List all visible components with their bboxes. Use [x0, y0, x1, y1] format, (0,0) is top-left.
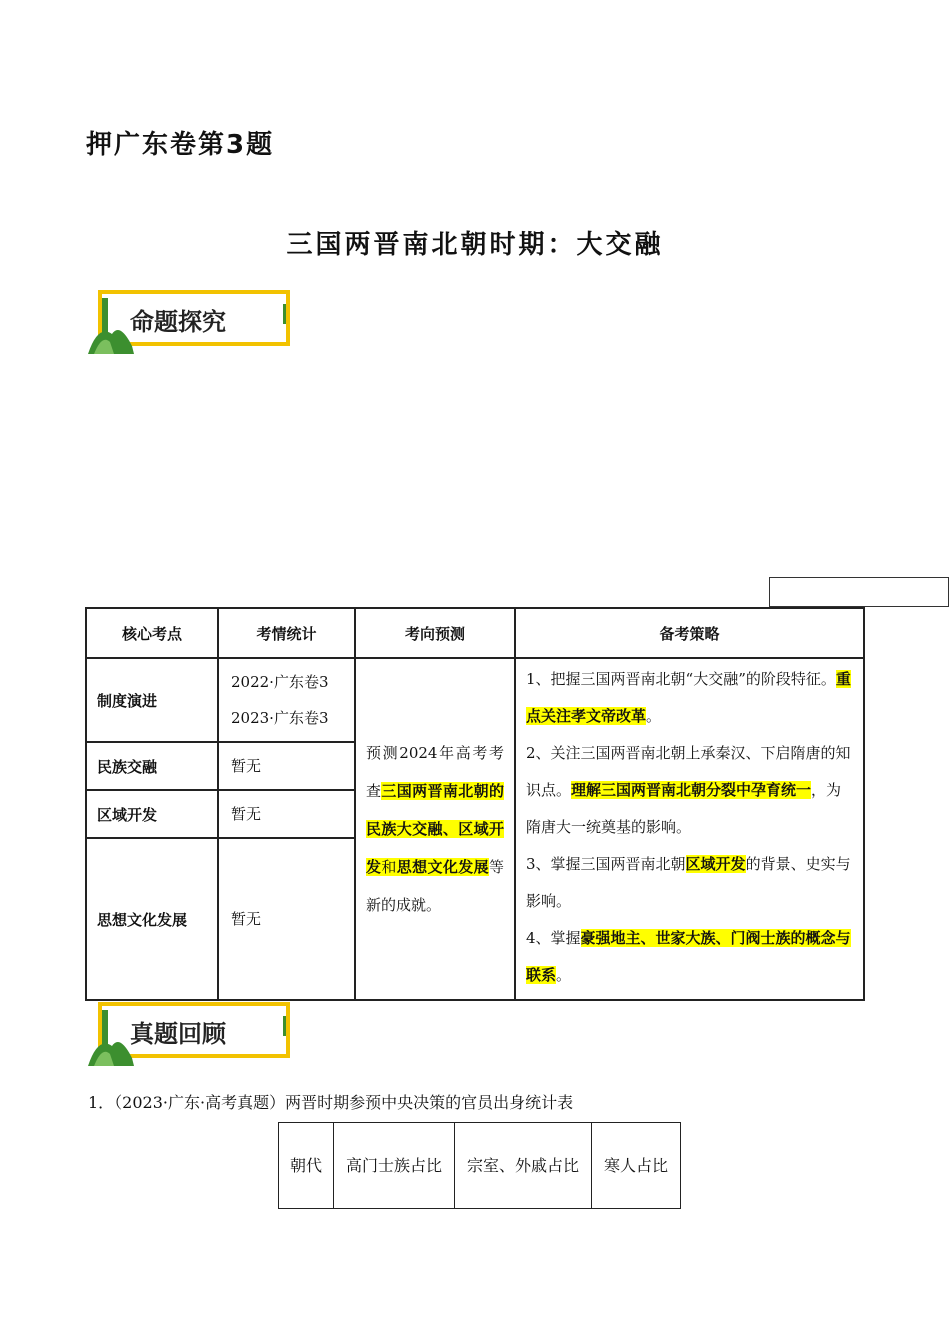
header-stat: 考情统计: [218, 608, 355, 658]
topic-cell: 民族交融: [86, 742, 218, 790]
chapter-title: 三国两晋南北朝时期：大交融: [286, 230, 664, 260]
question-stem: 1．（2023·广东·高考真题）两晋时期参预中央决策的官员出身统计表: [88, 1093, 574, 1112]
prediction-highlight: 区域开发: [366, 820, 504, 876]
page-title: 押广东卷第3题: [86, 130, 275, 160]
question-header: 朝代: [279, 1123, 334, 1209]
section-badge-label: 命题探究: [130, 308, 226, 336]
strategy-text: 2、关注三国两晋南北朝上承秦汉、下启隋唐的知识点。: [526, 744, 851, 799]
question-header: 寒人占比: [592, 1123, 681, 1209]
topic-cell: 制度演进: [86, 658, 218, 742]
strategy-highlight: 豪强地主、世家大族、门阀士族的概念与联系: [526, 929, 851, 984]
blank-box: [769, 577, 949, 607]
strategy-text: 。: [646, 707, 662, 725]
stat-cell: [218, 658, 355, 742]
prediction-text: 和: [381, 858, 397, 876]
strategy-text: 3、掌握三国两晋南北朝: [526, 855, 686, 873]
header-topic: 核心考点: [86, 608, 218, 658]
stat-line: 2023·广东卷3: [231, 709, 329, 727]
topic-cell: 区域开发: [86, 790, 218, 838]
section-badge-review: [88, 1002, 298, 1070]
strategy-item: [526, 735, 853, 846]
strategy-item: [526, 920, 853, 994]
stat-cell: 暂无: [218, 742, 355, 790]
stat-line: 2022·广东卷3: [231, 673, 329, 691]
strategy-item: [526, 661, 853, 735]
prediction-text: 等新的成就。: [366, 858, 504, 914]
stat-cell: 暂无: [218, 790, 355, 838]
header-prediction: 考向预测: [355, 608, 515, 658]
prediction-text: 预测2024年高考考查: [366, 744, 504, 800]
strategy-text: ，为隋唐大一统奠基的影响。: [526, 781, 842, 836]
section-badge-explore: [88, 290, 298, 358]
strategy-item: [526, 846, 853, 920]
question-header: 宗室、外戚占比: [455, 1123, 592, 1209]
strategy-cell: [515, 658, 864, 1000]
prediction-text: 、: [442, 820, 459, 838]
strategy-highlight: 理解三国两晋南北朝分裂中孕育统一: [571, 781, 812, 799]
question-header: 高门士族占比: [334, 1123, 455, 1209]
strategy-text: 4、掌握: [526, 929, 581, 947]
question-table: [278, 1122, 681, 1209]
prediction-highlight: 三国两晋南北朝的民族大交融: [366, 782, 504, 838]
mountain-icon: [88, 320, 138, 356]
strategy-text: 1、把握三国两晋南北朝“大交融”的阶段特征。: [526, 670, 836, 688]
exam-analysis-table: [85, 607, 865, 1001]
strategy-highlight: 重点关注孝文帝改革: [526, 670, 851, 725]
strategy-text: 。: [556, 966, 572, 984]
prediction-cell: [355, 658, 515, 1000]
topic-cell: 思想文化发展: [86, 838, 218, 1000]
stat-cell: 暂无: [218, 838, 355, 1000]
section-badge-label: 真题回顾: [130, 1020, 226, 1048]
header-strategy: 备考策略: [515, 608, 864, 658]
strategy-text: 的背景、史实与影响。: [526, 855, 851, 910]
mountain-icon: [88, 1032, 138, 1068]
strategy-highlight: 区域开发: [685, 855, 746, 873]
prediction-highlight: 思想文化发展: [396, 858, 489, 876]
